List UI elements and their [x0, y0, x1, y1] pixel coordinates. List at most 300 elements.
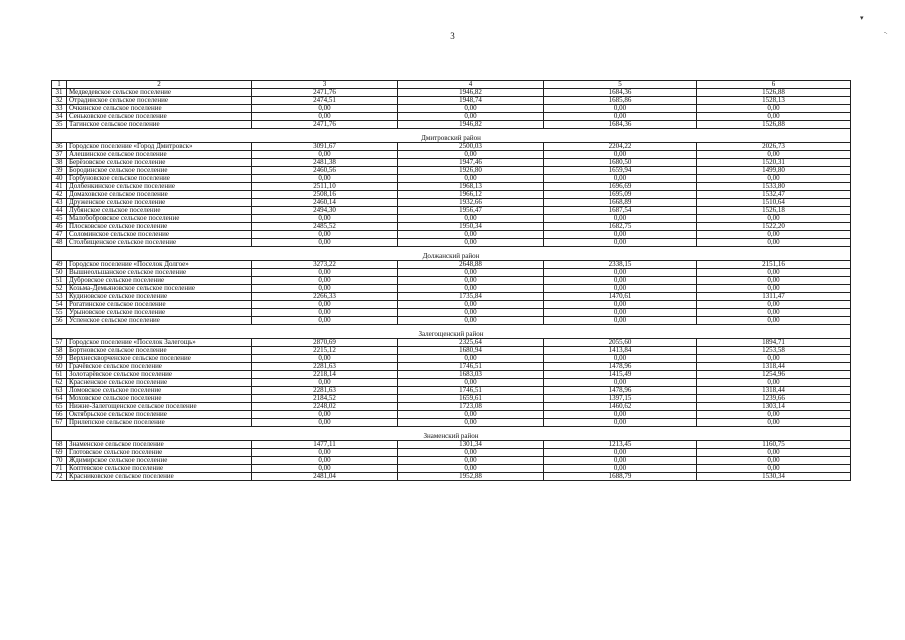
- settlement-name-cell: Рогатинское сельское поселение: [67, 301, 252, 309]
- row-number-cell: 67: [52, 419, 67, 427]
- table-row: [52, 379, 851, 387]
- value-cell-col4: 1659,61: [398, 395, 544, 403]
- row-number-cell: 32: [52, 97, 67, 105]
- table-row: [52, 113, 851, 121]
- value-cell-col4: 0,00: [398, 105, 544, 113]
- table-row: [52, 285, 851, 293]
- value-cell-col6: 0,00: [697, 317, 851, 325]
- value-cell-col6: 1254,96: [697, 371, 851, 379]
- value-cell-col3: 0,00: [252, 449, 398, 457]
- settlement-name-cell: Плосковское сельское поселение: [67, 223, 252, 231]
- value-cell-col3: 0,00: [252, 239, 398, 247]
- table-row: [52, 277, 851, 285]
- value-cell-col3: 0,00: [252, 465, 398, 473]
- row-number-cell: 31: [52, 89, 67, 97]
- row-number-cell: 63: [52, 387, 67, 395]
- value-cell-col5: 0,00: [544, 355, 697, 363]
- value-cell-col3: 2184,52: [252, 395, 398, 403]
- value-cell-col4: 1952,88: [398, 473, 544, 481]
- settlement-name-cell: Козьма-Демьяновское сельское поселение: [67, 285, 252, 293]
- value-cell-col5: 0,00: [544, 379, 697, 387]
- value-cell-col5: 0,00: [544, 449, 697, 457]
- row-number-cell: 62: [52, 379, 67, 387]
- value-cell-col5: 0,00: [544, 301, 697, 309]
- settlement-name-cell: Друженское сельское поселение: [67, 199, 252, 207]
- value-cell-col3: 2215,12: [252, 347, 398, 355]
- settlement-name-cell: Вышнеольшанское сельское поселение: [67, 269, 252, 277]
- row-number-cell: 72: [52, 473, 67, 481]
- value-cell-col6: 0,00: [697, 379, 851, 387]
- table-row: [52, 143, 851, 151]
- value-cell-col3: 2471,76: [252, 89, 398, 97]
- value-cell-col5: 0,00: [544, 309, 697, 317]
- settlement-name-cell: Октябрьское сельское поселение: [67, 411, 252, 419]
- value-cell-col3: 0,00: [252, 175, 398, 183]
- value-cell-col6: 1303,14: [697, 403, 851, 411]
- settlement-name-cell: Золотарёвское сельское поселение: [67, 371, 252, 379]
- value-cell-col4: 0,00: [398, 151, 544, 159]
- row-number-cell: 48: [52, 239, 67, 247]
- value-cell-col4: 0,00: [398, 215, 544, 223]
- value-cell-col3: 2481,38: [252, 159, 398, 167]
- value-cell-col3: 2511,10: [252, 183, 398, 191]
- value-cell-col5: 1668,89: [544, 199, 697, 207]
- settlement-name-cell: Ждимирское сельское поселение: [67, 457, 252, 465]
- table-row: [52, 317, 851, 325]
- table-row: [52, 347, 851, 355]
- value-cell-col5: 1413,84: [544, 347, 697, 355]
- value-cell-col3: 0,00: [252, 309, 398, 317]
- settlement-name-cell: Медведевское сельское поселение: [67, 89, 252, 97]
- table-row: [52, 387, 851, 395]
- value-cell-col4: 0,00: [398, 175, 544, 183]
- value-cell-col5: 1478,96: [544, 387, 697, 395]
- value-cell-col3: 0,00: [252, 113, 398, 121]
- value-cell-col6: 1318,44: [697, 363, 851, 371]
- value-cell-col4: 0,00: [398, 113, 544, 121]
- table-row: [52, 151, 851, 159]
- value-cell-col5: 0,00: [544, 231, 697, 239]
- value-cell-col6: 1532,47: [697, 191, 851, 199]
- value-cell-col5: 2055,60: [544, 339, 697, 347]
- value-cell-col6: 0,00: [697, 309, 851, 317]
- value-cell-col6: 1533,80: [697, 183, 851, 191]
- value-cell-col4: 1948,74: [398, 97, 544, 105]
- header-cell: 4: [398, 81, 544, 89]
- value-cell-col6: 1528,13: [697, 97, 851, 105]
- value-cell-col4: 1301,34: [398, 441, 544, 449]
- value-cell-col4: 2325,64: [398, 339, 544, 347]
- value-cell-col6: 0,00: [697, 301, 851, 309]
- value-cell-col6: 0,00: [697, 151, 851, 159]
- value-cell-col6: 1311,47: [697, 293, 851, 301]
- value-cell-col6: 2151,16: [697, 261, 851, 269]
- table-row: [52, 355, 851, 363]
- table-row: [52, 105, 851, 113]
- district-title: Должанский район: [52, 247, 851, 261]
- settlement-name-cell: Красненское сельское поселение: [67, 379, 252, 387]
- value-cell-col4: 0,00: [398, 239, 544, 247]
- table-row: [52, 339, 851, 347]
- value-cell-col3: 0,00: [252, 411, 398, 419]
- value-cell-col3: 2494,30: [252, 207, 398, 215]
- header-cell: 6: [697, 81, 851, 89]
- value-cell-col5: 1213,45: [544, 441, 697, 449]
- row-number-cell: 34: [52, 113, 67, 121]
- value-cell-col3: 0,00: [252, 215, 398, 223]
- value-cell-col3: 2281,63: [252, 363, 398, 371]
- value-cell-col5: 0,00: [544, 465, 697, 473]
- table-row: [52, 199, 851, 207]
- value-cell-col3: 2460,56: [252, 167, 398, 175]
- row-number-cell: 35: [52, 121, 67, 129]
- value-cell-col5: 0,00: [544, 113, 697, 121]
- table-row: [52, 441, 851, 449]
- value-cell-col3: 2218,14: [252, 371, 398, 379]
- settlement-name-cell: Очкинское сельское поселение: [67, 105, 252, 113]
- table-row: [52, 395, 851, 403]
- value-cell-col5: 1470,61: [544, 293, 697, 301]
- row-number-cell: 57: [52, 339, 67, 347]
- table-row: [52, 231, 851, 239]
- value-cell-col6: 1239,66: [697, 395, 851, 403]
- value-cell-col3: 0,00: [252, 317, 398, 325]
- settlement-name-cell: Сеньковское сельское поселение: [67, 113, 252, 121]
- table-row: [52, 121, 851, 129]
- value-cell-col4: 0,00: [398, 277, 544, 285]
- value-cell-col6: 1526,88: [697, 89, 851, 97]
- value-cell-col6: 1520,31: [697, 159, 851, 167]
- value-cell-col6: 1160,75: [697, 441, 851, 449]
- value-cell-col6: 0,00: [697, 465, 851, 473]
- value-cell-col5: 0,00: [544, 239, 697, 247]
- value-cell-col6: 1253,58: [697, 347, 851, 355]
- value-cell-col3: 2474,51: [252, 97, 398, 105]
- value-cell-col5: 1687,54: [544, 207, 697, 215]
- value-cell-col5: 1397,15: [544, 395, 697, 403]
- row-number-cell: 64: [52, 395, 67, 403]
- value-cell-col3: 0,00: [252, 231, 398, 239]
- value-cell-col3: 0,00: [252, 301, 398, 309]
- row-number-cell: 54: [52, 301, 67, 309]
- value-cell-col6: 0,00: [697, 285, 851, 293]
- value-cell-col6: 0,00: [697, 105, 851, 113]
- value-cell-col5: 0,00: [544, 277, 697, 285]
- value-cell-col4: 0,00: [398, 231, 544, 239]
- value-cell-col3: 2485,52: [252, 223, 398, 231]
- table-row: [52, 449, 851, 457]
- value-cell-col5: 2204,22: [544, 143, 697, 151]
- settlement-name-cell: Лубянское сельское поселение: [67, 207, 252, 215]
- settlement-name-cell: Знаменское сельское поселение: [67, 441, 252, 449]
- row-number-cell: 58: [52, 347, 67, 355]
- value-cell-col4: 2500,03: [398, 143, 544, 151]
- row-number-cell: 39: [52, 167, 67, 175]
- settlement-name-cell: Бортновское сельское поселение: [67, 347, 252, 355]
- value-cell-col5: 0,00: [544, 105, 697, 113]
- settlement-name-cell: Грачёвское сельское поселение: [67, 363, 252, 371]
- value-cell-col4: 0,00: [398, 269, 544, 277]
- district-section-row: [52, 129, 851, 143]
- row-number-cell: 66: [52, 411, 67, 419]
- row-number-cell: 71: [52, 465, 67, 473]
- row-number-cell: 68: [52, 441, 67, 449]
- value-cell-col3: 3091,67: [252, 143, 398, 151]
- value-cell-col4: 1950,34: [398, 223, 544, 231]
- settlement-name-cell: Берёзовское сельское поселение: [67, 159, 252, 167]
- value-cell-col3: 2266,33: [252, 293, 398, 301]
- tariff-table: [51, 80, 851, 481]
- value-cell-col4: 0,00: [398, 411, 544, 419]
- value-cell-col3: 0,00: [252, 105, 398, 113]
- district-title: Знаменский район: [52, 427, 851, 441]
- value-cell-col3: 0,00: [252, 379, 398, 387]
- value-cell-col4: 0,00: [398, 457, 544, 465]
- settlement-name-cell: Нижне-Залегощенское сельское поселение: [67, 403, 252, 411]
- value-cell-col6: 1526,18: [697, 207, 851, 215]
- value-cell-col6: 1510,64: [697, 199, 851, 207]
- row-number-cell: 53: [52, 293, 67, 301]
- district-title: Дмитровский район: [52, 129, 851, 143]
- value-cell-col6: 1499,80: [697, 167, 851, 175]
- value-cell-col4: 1946,82: [398, 121, 544, 129]
- table-row: [52, 215, 851, 223]
- value-cell-col3: 2481,04: [252, 473, 398, 481]
- table-row: [52, 465, 851, 473]
- table-row: [52, 473, 851, 481]
- value-cell-col5: 0,00: [544, 215, 697, 223]
- value-cell-col6: 1526,88: [697, 121, 851, 129]
- value-cell-col6: 0,00: [697, 449, 851, 457]
- settlement-name-cell: Горбуновское сельское поселение: [67, 175, 252, 183]
- settlement-name-cell: Городское поселение «Поселок Залегощь»: [67, 339, 252, 347]
- value-cell-col3: 2248,02: [252, 403, 398, 411]
- value-cell-col4: 1683,03: [398, 371, 544, 379]
- table-row: [52, 261, 851, 269]
- row-number-cell: 33: [52, 105, 67, 113]
- table-row: [52, 183, 851, 191]
- settlement-name-cell: Домаховское сельское поселение: [67, 191, 252, 199]
- row-number-cell: 38: [52, 159, 67, 167]
- value-cell-col6: 0,00: [697, 355, 851, 363]
- settlement-name-cell: Бородинское сельское поселение: [67, 167, 252, 175]
- value-cell-col5: 1478,96: [544, 363, 697, 371]
- value-cell-col3: 0,00: [252, 355, 398, 363]
- value-cell-col4: 1956,47: [398, 207, 544, 215]
- row-number-cell: 44: [52, 207, 67, 215]
- value-cell-col6: 0,00: [697, 277, 851, 285]
- corner-mark-right: -.: [884, 30, 888, 36]
- table-row: [52, 457, 851, 465]
- value-cell-col3: 2460,14: [252, 199, 398, 207]
- value-cell-col5: 0,00: [544, 269, 697, 277]
- settlement-name-cell: Моховское сельское поселение: [67, 395, 252, 403]
- row-number-cell: 59: [52, 355, 67, 363]
- district-section-row: [52, 325, 851, 339]
- value-cell-col5: 1415,49: [544, 371, 697, 379]
- value-cell-col6: 0,00: [697, 175, 851, 183]
- row-number-cell: 36: [52, 143, 67, 151]
- value-cell-col4: 1735,84: [398, 293, 544, 301]
- value-cell-col4: 0,00: [398, 309, 544, 317]
- value-cell-col5: 0,00: [544, 151, 697, 159]
- row-number-cell: 52: [52, 285, 67, 293]
- corner-mark-top: ▾: [860, 14, 864, 22]
- value-cell-col4: 0,00: [398, 465, 544, 473]
- table-row: [52, 309, 851, 317]
- value-cell-col5: 1682,75: [544, 223, 697, 231]
- settlement-name-cell: Успенское сельское поселение: [67, 317, 252, 325]
- table-row: [52, 175, 851, 183]
- row-number-cell: 40: [52, 175, 67, 183]
- value-cell-col4: 1966,12: [398, 191, 544, 199]
- value-cell-col4: 1968,13: [398, 183, 544, 191]
- value-cell-col5: 1680,50: [544, 159, 697, 167]
- value-cell-col5: 0,00: [544, 285, 697, 293]
- row-number-cell: 41: [52, 183, 67, 191]
- value-cell-col5: 1696,69: [544, 183, 697, 191]
- value-cell-col4: 0,00: [398, 355, 544, 363]
- settlement-name-cell: Столбищенское сельское поселение: [67, 239, 252, 247]
- value-cell-col4: 1947,46: [398, 159, 544, 167]
- settlement-name-cell: Верхнескворченское сельское поселение: [67, 355, 252, 363]
- value-cell-col3: 0,00: [252, 285, 398, 293]
- value-cell-col3: 1477,11: [252, 441, 398, 449]
- value-cell-col4: 1926,80: [398, 167, 544, 175]
- table-row: [52, 159, 851, 167]
- value-cell-col4: 1946,82: [398, 89, 544, 97]
- value-cell-col3: 0,00: [252, 457, 398, 465]
- table-row: [52, 239, 851, 247]
- row-number-cell: 65: [52, 403, 67, 411]
- settlement-name-cell: Кудиновское сельское поселение: [67, 293, 252, 301]
- value-cell-col6: 0,00: [697, 411, 851, 419]
- row-number-cell: 70: [52, 457, 67, 465]
- value-cell-col5: 0,00: [544, 175, 697, 183]
- value-cell-col3: 2508,16: [252, 191, 398, 199]
- value-cell-col6: 1522,20: [697, 223, 851, 231]
- value-cell-col6: 0,00: [697, 457, 851, 465]
- table-row: [52, 167, 851, 175]
- value-cell-col3: 3273,22: [252, 261, 398, 269]
- header-cell: 5: [544, 81, 697, 89]
- value-cell-col6: 0,00: [697, 419, 851, 427]
- row-number-cell: 37: [52, 151, 67, 159]
- value-cell-col6: 1530,34: [697, 473, 851, 481]
- row-number-cell: 55: [52, 309, 67, 317]
- table-row: [52, 89, 851, 97]
- district-section-row: [52, 247, 851, 261]
- row-number-cell: 49: [52, 261, 67, 269]
- header-cell: 2: [67, 81, 252, 89]
- header-cell: 3: [252, 81, 398, 89]
- value-cell-col5: 1695,09: [544, 191, 697, 199]
- row-number-cell: 51: [52, 277, 67, 285]
- value-cell-col4: 1680,94: [398, 347, 544, 355]
- row-number-cell: 61: [52, 371, 67, 379]
- settlement-name-cell: Соломинское сельское поселение: [67, 231, 252, 239]
- value-cell-col6: 1894,71: [697, 339, 851, 347]
- row-number-cell: 47: [52, 231, 67, 239]
- value-cell-col6: 2026,73: [697, 143, 851, 151]
- table-row: [52, 293, 851, 301]
- settlement-name-cell: Городское поселение «Поселок Долгое»: [67, 261, 252, 269]
- value-cell-col5: 0,00: [544, 457, 697, 465]
- value-cell-col4: 0,00: [398, 301, 544, 309]
- value-cell-col3: 0,00: [252, 151, 398, 159]
- row-number-cell: 45: [52, 215, 67, 223]
- value-cell-col5: 1460,62: [544, 403, 697, 411]
- value-cell-col5: 1659,94: [544, 167, 697, 175]
- row-number-cell: 56: [52, 317, 67, 325]
- column-number-header-row: [52, 81, 851, 89]
- row-number-cell: 43: [52, 199, 67, 207]
- value-cell-col4: 0,00: [398, 449, 544, 457]
- value-cell-col5: 0,00: [544, 411, 697, 419]
- district-title: Залегощенский район: [52, 325, 851, 339]
- page-number: 3: [450, 31, 455, 41]
- row-number-cell: 69: [52, 449, 67, 457]
- value-cell-col4: 0,00: [398, 317, 544, 325]
- value-cell-col6: 0,00: [697, 231, 851, 239]
- table-row: [52, 301, 851, 309]
- header-cell: 1: [52, 81, 67, 89]
- value-cell-col6: 1318,44: [697, 387, 851, 395]
- value-cell-col6: 0,00: [697, 239, 851, 247]
- settlement-name-cell: Малобобровское сельское поселение: [67, 215, 252, 223]
- table-row: [52, 419, 851, 427]
- table-row: [52, 371, 851, 379]
- value-cell-col3: 2281,63: [252, 387, 398, 395]
- value-cell-col4: 2648,88: [398, 261, 544, 269]
- value-cell-col5: 1684,36: [544, 89, 697, 97]
- settlement-name-cell: Алешинское сельское поселение: [67, 151, 252, 159]
- row-number-cell: 50: [52, 269, 67, 277]
- value-cell-col4: 1723,08: [398, 403, 544, 411]
- value-cell-col4: 0,00: [398, 379, 544, 387]
- settlement-name-cell: Ломовское сельское поселение: [67, 387, 252, 395]
- value-cell-col6: 0,00: [697, 269, 851, 277]
- value-cell-col5: 0,00: [544, 317, 697, 325]
- value-cell-col3: 0,00: [252, 269, 398, 277]
- value-cell-col6: 0,00: [697, 113, 851, 121]
- table-row: [52, 97, 851, 105]
- settlement-name-cell: Тагинское сельское поселение: [67, 121, 252, 129]
- settlement-name-cell: Отрадинское сельское поселение: [67, 97, 252, 105]
- row-number-cell: 42: [52, 191, 67, 199]
- settlement-name-cell: Красниковское сельское поселение: [67, 473, 252, 481]
- value-cell-col5: 1688,79: [544, 473, 697, 481]
- settlement-name-cell: Городское поселение «Город Дмитровск»: [67, 143, 252, 151]
- value-cell-col3: 0,00: [252, 277, 398, 285]
- value-cell-col4: 0,00: [398, 285, 544, 293]
- value-cell-col5: 2338,15: [544, 261, 697, 269]
- row-number-cell: 46: [52, 223, 67, 231]
- value-cell-col3: 0,00: [252, 419, 398, 427]
- value-cell-col5: 0,00: [544, 419, 697, 427]
- table-row: [52, 269, 851, 277]
- table-row: [52, 403, 851, 411]
- settlement-name-cell: Дубровское сельское поселение: [67, 277, 252, 285]
- settlement-name-cell: Долбенкинское сельское поселение: [67, 183, 252, 191]
- value-cell-col4: 1746,51: [398, 387, 544, 395]
- value-cell-col4: 0,00: [398, 419, 544, 427]
- value-cell-col5: 1685,86: [544, 97, 697, 105]
- value-cell-col3: 2870,69: [252, 339, 398, 347]
- table-row: [52, 207, 851, 215]
- table-row: [52, 191, 851, 199]
- table-row: [52, 223, 851, 231]
